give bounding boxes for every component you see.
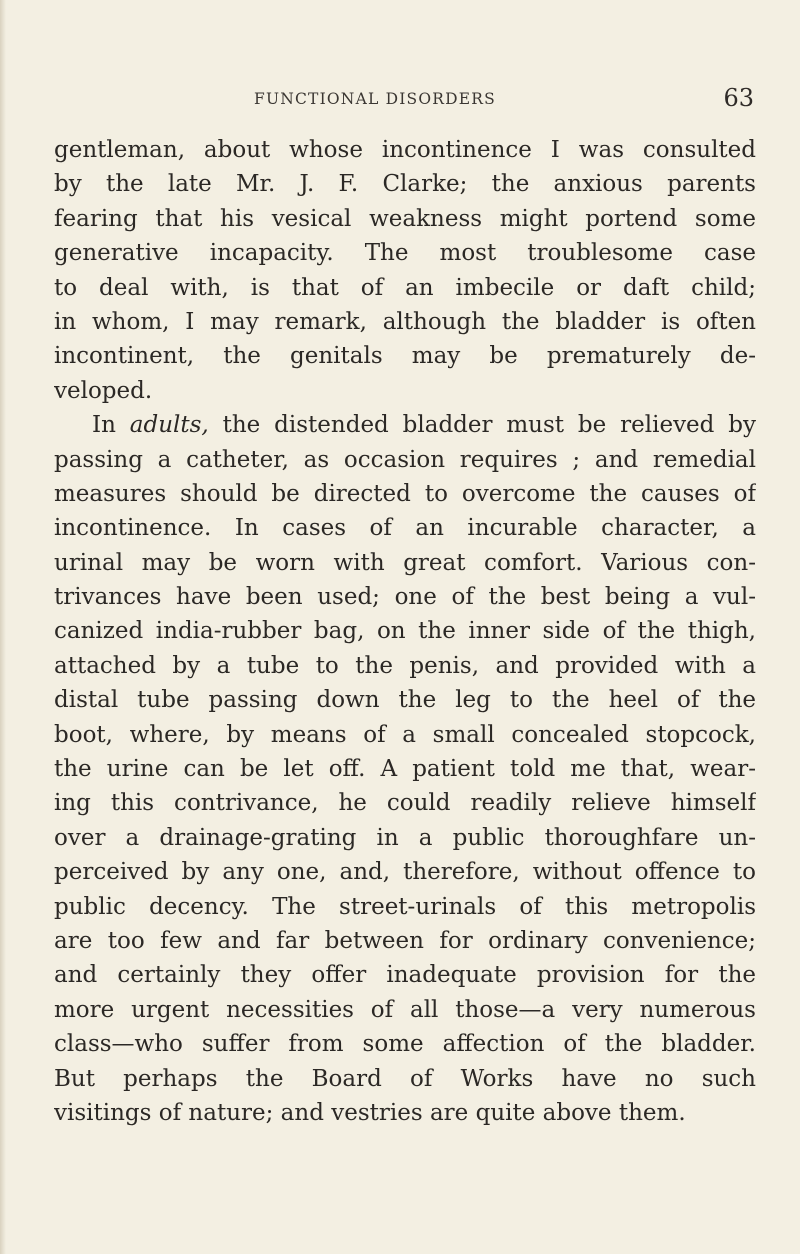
- text-run: In: [92, 412, 130, 439]
- paragraph-opening-line: [54, 408, 756, 442]
- text-line: attached by a tube to the penis, and provided with a: [54, 652, 756, 679]
- text-line: gentleman, about whose incontinence I was consulted: [54, 137, 756, 163]
- text-line: more urgent necessities of all those—a very numerous: [54, 996, 756, 1023]
- text-line: distal tube passing down the leg to the heel of the: [54, 687, 756, 714]
- text-line: to deal with, is that of an imbecile or daft child;: [54, 274, 756, 301]
- text-line: the urine can be let off. A patient told me that, wear-: [54, 756, 756, 783]
- text-line: But perhaps the Board of Works have no such: [54, 1065, 756, 1092]
- text-line: urinal may be worn with great comfort. Various con-: [54, 549, 756, 576]
- body-text: [54, 133, 756, 1130]
- text-line: and certainly they offer inadequate provision for the: [54, 962, 756, 989]
- text-line: by the late Mr. J. F. Clarke; the anxious parents: [54, 171, 756, 198]
- text-line: in whom, I may remark, although the bladder is often: [54, 308, 756, 335]
- text-line: canized india-rubber bag, on the inner side of the thigh,: [54, 618, 756, 645]
- text-line: ing this contrivance, he could readily relieve himself: [54, 790, 756, 817]
- text-line: over a drainage-grating in a public thoroughfare un-: [54, 824, 756, 851]
- text-line: boot, where, by means of a small concealed stopcock,: [54, 721, 756, 748]
- text-line: fearing that his vesical weakness might portend some: [54, 205, 756, 232]
- text-line: veloped.: [54, 377, 153, 404]
- text-line: measures should be directed to overcome the causes of: [54, 480, 756, 507]
- page-edge-shadow: [0, 0, 6, 1254]
- text-line: class—who suffer from some affection of the bladder.: [54, 1031, 756, 1058]
- text-line: are too few and far between for ordinary convenience;: [54, 927, 756, 954]
- text-line: passing a catheter, as occasion requires ; and remedial: [54, 446, 756, 473]
- text-line: incontinence. In cases of an incurable character, a: [54, 515, 756, 542]
- text-line: incontinent, the genitals may be prematurely de-: [54, 343, 756, 370]
- text-line: trivances have been used; one of the best being a vul-: [54, 584, 756, 611]
- text-line: perceived by any one, and, therefore, without offence to: [54, 859, 756, 886]
- text-line: public decency. The street-urinals of this metropolis: [54, 893, 756, 920]
- running-head: FUNCTIONAL DISORDERS: [254, 90, 496, 108]
- text-run: the distended bladder must be relieved by: [208, 412, 756, 439]
- text-line: generative incapacity. The most troublesome case: [54, 240, 756, 267]
- italic-term: adults,: [129, 412, 209, 439]
- page-number: 63: [723, 84, 754, 112]
- text-line: visitings of nature; and vestries are quite above them.: [54, 1099, 686, 1126]
- page-header: [54, 82, 754, 112]
